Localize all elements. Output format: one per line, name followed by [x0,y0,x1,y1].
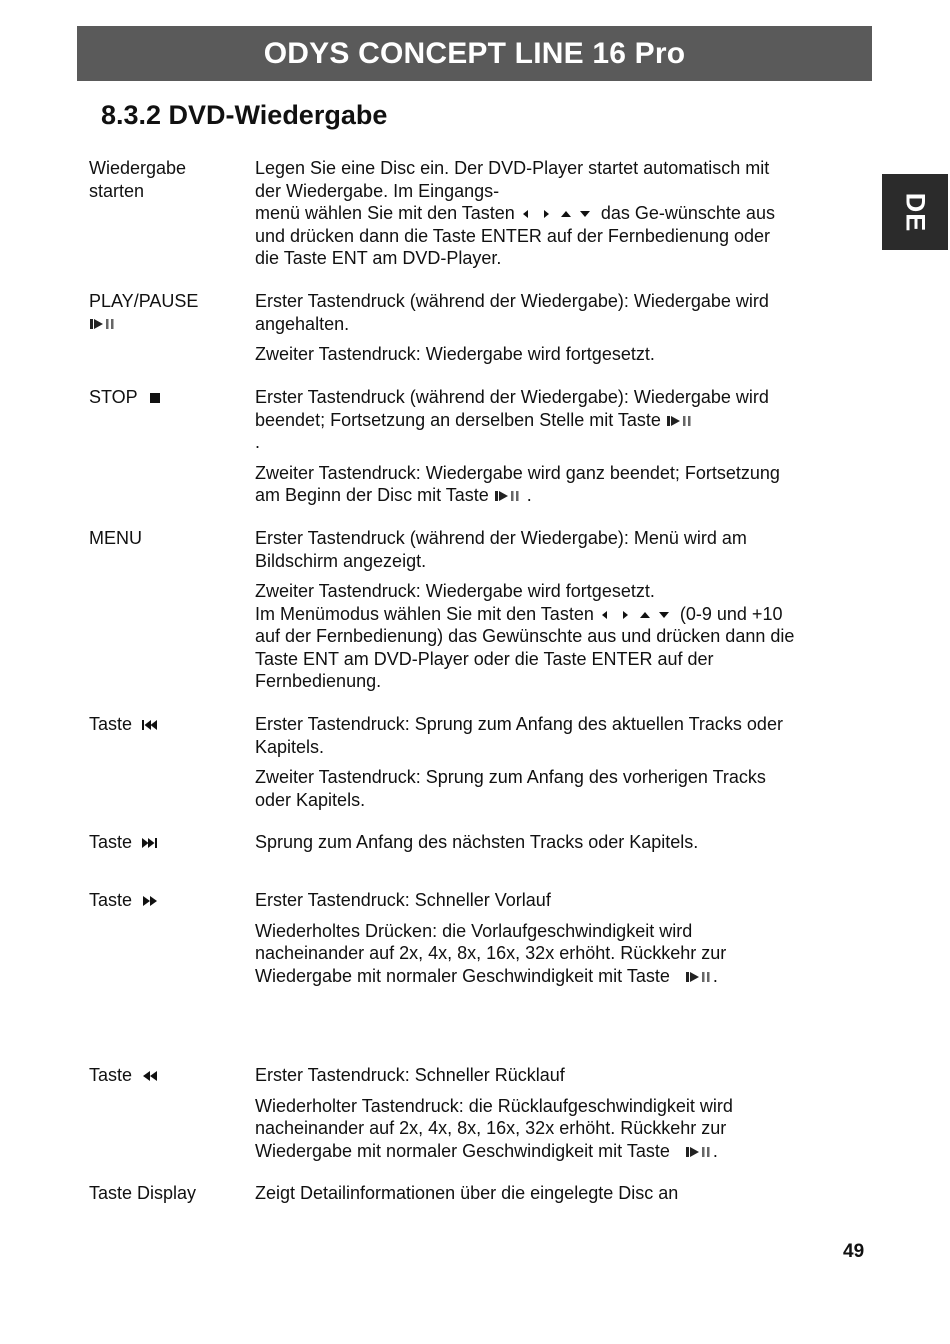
row-label [89,157,249,202]
language-tab [882,174,948,250]
row-label [89,290,249,336]
desc-text: . [255,432,261,452]
row-label [89,889,249,912]
language-tab-label: DE [900,192,931,232]
desc-text: das Ge-wünschte aus und drücken dann die Taste ENTER auf der Fernbedienung oder die Taste ENT am DVD-Player. [255,203,775,268]
play-pause-icon [685,1145,713,1159]
row-label [89,831,249,854]
desc-text: Erster Tastendruck: Schneller Rücklauf [255,1065,565,1085]
row-label-text: Taste [89,714,133,734]
desc-text: Sprung zum Anfang des nächsten Tracks oder Kapitels. [255,832,699,852]
row-label-text: Taste [89,1065,133,1085]
row-description [255,713,795,819]
desc-text: Erster Tastendruck (während der Wiedergabe): Wiedergabe wird beendet; Fortsetzung an derselben Stelle mit Taste [255,387,769,430]
row-description [255,889,795,995]
row-description [255,157,795,278]
row-label [89,713,249,736]
play-pause-icon [685,970,713,984]
row-label [89,1064,249,1087]
row-description [255,386,795,515]
direction-arrows-icon [599,609,675,621]
row-label [89,386,249,409]
row-description [255,831,795,862]
desc-text: Zweiter Tastendruck: Sprung zum Anfang des vorherigen Tracks oder Kapitels. [255,767,766,810]
desc-text: Erster Tastendruck: Schneller Vorlauf [255,890,551,910]
row-label-line: Wiedergabe [89,158,187,178]
desc-text: Zeigt Detailinformationen über die eingelegte Disc an [255,1183,679,1203]
desc-text: (0-9 und +10 auf der Fernbedienung) das Gewünschte aus und drücken dann die Taste ENT am DVD-Player oder die Taste ENTER auf der Fernbedienung. [255,603,795,691]
desc-text: Zweiter Tastendruck: Wiedergabe wird fortgesetzt. [255,581,655,601]
desc-text: Im Menümodus wählen Sie mit den Tasten [255,603,594,624]
play-pause-icon [666,414,694,428]
row-label-text: PLAY/PAUSE [89,291,199,311]
row-label-text: Taste [89,832,133,852]
desc-text: Zweiter Tastendruck: Wiedergabe wird ganz beendet; Fortsetzung am Beginn der Disc mit Taste [255,462,780,505]
desc-text: Zweiter Tastendruck: Wiedergabe wird fortgesetzt. [255,344,655,364]
row-label-text: MENU [89,528,142,548]
desc-text: . [712,965,718,986]
row-label-text: Taste Display [89,1183,197,1203]
stop-icon [148,391,162,405]
desc-text: Wiederholter Tastendruck: die Rücklaufgeschwindigkeit wird nacheinander auf 2x, 4x, 8x, 16x, 32x erhöht. Rückkehr zur Wiedergabe mit normaler Geschwindigkeit mit Taste [255,1095,733,1161]
direction-arrows-icon [520,208,596,220]
row-label [89,527,249,550]
desc-text: Wiederholtes Drücken: die Vorlaufgeschwindigkeit wird nacheinander auf 2x, 4x, 8x, 16x, 32x erhöht. Rückkehr zur Wiedergabe mit normaler Geschwindigkeit mit Taste [255,920,727,986]
header-bar [77,26,872,81]
page-number: 49 [843,1241,865,1262]
row-label-text: STOP [89,387,138,407]
desc-text: Erster Tastendruck: Sprung zum Anfang des aktuellen Tracks oder Kapitels. [255,714,783,757]
row-description [255,290,795,374]
section-title: 8.3.2 DVD-Wiedergabe [101,100,388,130]
row-description [255,1182,795,1213]
desc-text: Erster Tastendruck (während der Wiedergabe): Wiedergabe wird angehalten. [255,291,769,334]
skip-previous-icon [141,718,159,732]
fast-forward-icon [141,894,159,908]
row-description [255,1064,795,1170]
desc-text: . [526,485,532,505]
desc-text: menü wählen Sie mit den Tasten [255,203,515,223]
header-title: ODYS CONCEPT LINE 16 Pro [263,36,686,70]
desc-text: Legen Sie eine Disc ein. Der DVD-Player startet automatisch mit der Wiedergabe. Im Eingangs- [255,158,770,201]
desc-text: . [712,1140,718,1161]
row-label-line: starten [89,180,145,201]
skip-next-icon [141,836,159,850]
play-pause-icon [494,489,522,503]
desc-text: Erster Tastendruck (während der Wiedergabe): Menü wird am Bildschirm angezeigt. [255,528,747,571]
play-pause-icon [89,317,117,331]
row-label [89,1182,249,1205]
row-label-text: Taste [89,890,133,910]
rewind-icon [141,1069,159,1083]
row-description [255,527,795,701]
